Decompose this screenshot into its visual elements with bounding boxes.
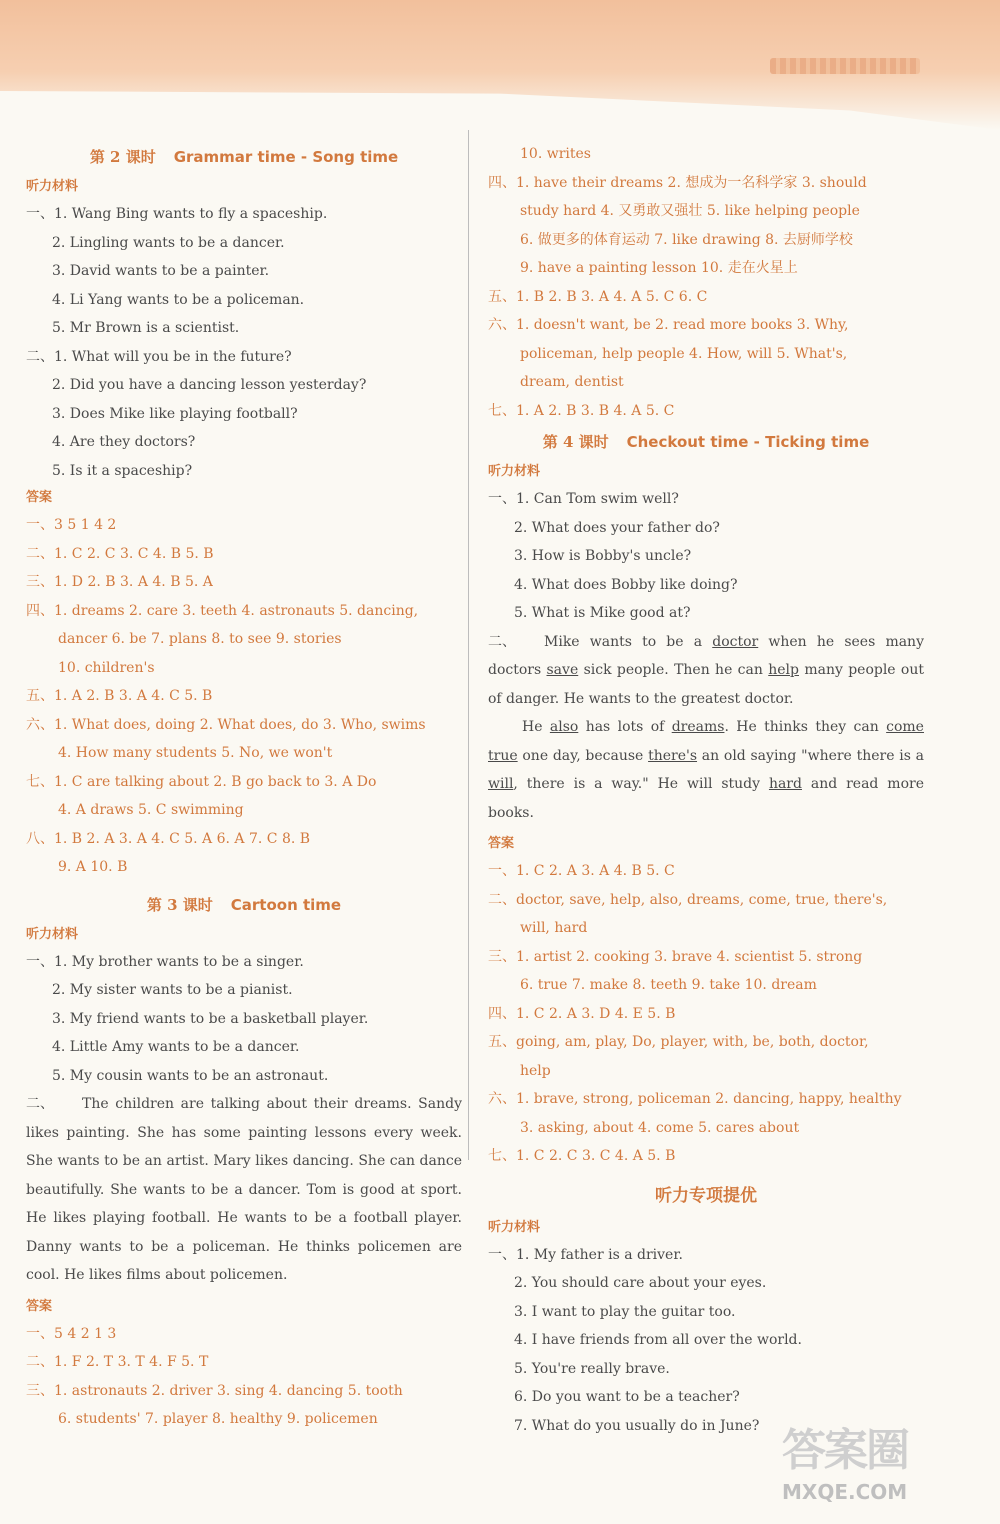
item-text: 3. Does Mike like playing football? (52, 405, 298, 422)
special-section-title: 听力专项提优 (655, 1185, 757, 1206)
listening-item (26, 343, 462, 372)
answer-line: 五、1. B 2. B 3. A 4. A 5. C 6. C (488, 288, 708, 305)
item-text: 4. Little Amy wants to be a dancer. (52, 1039, 300, 1055)
special-listening (488, 1241, 924, 1441)
passage-text: sick people. Then he can (578, 662, 769, 678)
answer-line: 三、1. astronauts 2. driver 3. sing 4. dancing 5. tooth (26, 1382, 403, 1399)
listening-item (26, 200, 462, 229)
listening-item (488, 542, 924, 571)
passage-text: has lots of (578, 719, 672, 735)
passage-text: an old saying "where there is a (697, 747, 924, 764)
answer-line: 一、1. C 2. A 3. A 4. B 5. C (488, 863, 675, 879)
answer-line: 五、1. A 2. B 3. A 4. C 5. B (26, 688, 213, 704)
passage-prefix: 二、 (488, 633, 516, 650)
passage-text: when he sees many doctors (488, 633, 924, 678)
answer-line: 四、1. have their dreams 2. 想成为一名科学家 3. should (488, 174, 867, 191)
answer-label: 答案 (26, 490, 53, 505)
listening-item (26, 948, 462, 977)
right-column (488, 140, 924, 1440)
item-text: 3. My friend wants to be a basketball player. (52, 1010, 369, 1027)
answer-line: 6. 做更多的体育运动 7. like drawing 8. 去厨师学校 (520, 231, 853, 248)
item-text: 1. My father is a driver. (516, 1246, 683, 1263)
column-divider (468, 130, 469, 1160)
passage-text: one day, because (517, 747, 649, 764)
answer-line: dream, dentist (520, 374, 624, 390)
listening-item (26, 1005, 462, 1034)
answer-line: 四、1. C 2. A 3. D 4. E 5. B (488, 1005, 676, 1022)
answer-line: study hard 4. 又勇敢又强壮 5. like helping people (520, 203, 860, 219)
left-column (26, 140, 462, 1434)
answer-line: 六、1. What does, doing 2. What does, do 3. Who, swims (26, 716, 426, 733)
listening-item (488, 599, 924, 628)
answer-line: help (520, 1062, 551, 1079)
answer-blank: will (488, 776, 514, 792)
item-text: 1. Can Tom swim well? (516, 491, 679, 507)
answer-line: 三、1. artist 2. cooking 3. brave 4. scientist 5. strong (488, 948, 863, 965)
listening-item (26, 371, 462, 400)
item-text: 5. Mr Brown is a scientist. (52, 320, 240, 336)
answer-line: 二、doctor, save, help, also, dreams, come, true, there's, (488, 891, 888, 908)
item-prefix: 一、 (26, 953, 54, 970)
answer-line: 七、1. A 2. B 3. B 4. A 5. C (488, 402, 675, 419)
listening-item (488, 1269, 924, 1298)
passage-text: He (522, 719, 550, 735)
item-text: 4. I have friends from all over the world. (514, 1332, 802, 1348)
answer-line: 三、1. D 2. B 3. A 4. B 5. A (26, 574, 213, 590)
lesson3-listening (26, 948, 462, 1091)
item-text: 3. How is Bobby's uncle? (514, 548, 692, 564)
listening-item (488, 1355, 924, 1384)
answer-line: 一、5 4 2 1 3 (26, 1325, 117, 1342)
item-text: 7. What do you usually do in June? (514, 1417, 760, 1434)
answer-line: dancer 6. be 7. plans 8. to see 9. stories (58, 631, 342, 647)
item-text: 2. Did you have a dancing lesson yesterday? (52, 377, 367, 393)
answer-line: 四、1. dreams 2. care 3. teeth 4. astronauts 5. dancing, (26, 602, 419, 619)
lesson2-title: 第 2 课时 Grammar time - Song time (89, 148, 399, 166)
passage-text: . He thinks they can (724, 719, 887, 735)
answer-line: policeman, help people 4. How, will 5. What's, (520, 345, 848, 362)
answer-blank: dreams (671, 719, 725, 735)
lesson3-title: 第 3 课时 Cartoon time (146, 895, 342, 914)
item-text: 4. What does Bobby like doing? (514, 576, 738, 593)
passage-text: Mike wants to be a (544, 633, 713, 650)
listening-label: 听力材料 (488, 1219, 541, 1235)
continued-answers (488, 140, 924, 425)
item-text: 2. What does your father do? (514, 519, 720, 536)
answer-line: 七、1. C 2. C 3. C 4. A 5. B (488, 1148, 676, 1164)
answer-line: will, hard (520, 920, 588, 936)
answer-line: 4. How many students 5. No, we won't (58, 745, 333, 761)
listening-item (26, 229, 462, 258)
passage-text: many people out of danger. He wants to the greatest doctor. (488, 662, 924, 707)
lesson4-passage-1 (488, 628, 924, 714)
listening-item (488, 1326, 924, 1355)
listening-item (488, 1298, 924, 1327)
lesson4-title: 第 4 课时 Checkout time - Ticking time (542, 433, 870, 451)
answer-line: 3. asking, about 4. come 5. cares about (520, 1119, 800, 1136)
item-prefix: 一、 (488, 491, 516, 507)
listening-item (488, 1383, 924, 1412)
answer-line: 4. A draws 5. C swimming (58, 802, 244, 818)
listening-item (488, 485, 924, 514)
passage-text: and read more books. (488, 776, 924, 821)
answer-line: 六、1. brave, strong, policeman 2. dancing, happy, healthy (488, 1091, 902, 1107)
item-text: 3. I want to play the guitar too. (514, 1303, 736, 1320)
item-text: 5. You're really brave. (514, 1360, 670, 1377)
answer-line: 八、1. B 2. A 3. A 4. C 5. A 6. A 7. C 8. B (26, 830, 311, 847)
answer-line: 10. children's (58, 659, 155, 676)
banner-decoration (770, 58, 920, 74)
item-text: 5. Is it a spaceship? (52, 462, 193, 479)
lesson3-passage: 二、 The children are talking about their dreams. Sandy likes painting. She has some painting lessons every week. She wants to be an artist. Mary likes dancing. She can dance beautifully. She wants to be a dancer. Tom is good at sport. He likes playing football. He wants to be a football player. Danny wants to be a policeman. He thinks policemen are cool. He likes films about policemen. (26, 1096, 462, 1283)
answer-blank: hard (768, 776, 802, 792)
item-text: 3. David wants to be a painter. (52, 263, 270, 279)
listening-item (488, 514, 924, 543)
item-text: 2. You should care about your eyes. (514, 1275, 767, 1291)
listening-item (26, 286, 462, 315)
answer-blank: come true (488, 719, 924, 764)
answer-line: 10. writes (520, 146, 591, 162)
answer-line: 二、1. C 2. C 3. C 4. B 5. B (26, 545, 214, 562)
item-prefix: 一、 (488, 1246, 516, 1263)
answer-line: 一、3 5 1 4 2 (26, 517, 117, 533)
item-text: 1. What will you be in the future? (54, 348, 292, 365)
answer-blank: there's (648, 747, 698, 764)
lesson2-listening (26, 200, 462, 485)
item-text: 2. My sister wants to be a pianist. (52, 982, 293, 998)
answer-label: 答案 (26, 1298, 53, 1314)
answer-blank: save (546, 662, 579, 678)
answer-blank: help (768, 662, 799, 678)
item-text: 1. My brother wants to be a singer. (54, 953, 304, 970)
answer-line: 六、1. doesn't want, be 2. read more books 3. Why, (488, 317, 849, 333)
listening-item (26, 1033, 462, 1062)
listening-item (26, 400, 462, 429)
listening-item (26, 257, 462, 286)
answer-line: 6. students' 7. player 8. healthy 9. policemen (58, 1411, 378, 1427)
answer-line: 七、1. C are talking about 2. B go back to 3. A Do (26, 773, 377, 790)
header-banner (0, 0, 1000, 130)
answer-line: 五、going, am, play, Do, player, with, be, both, doctor, (488, 1034, 869, 1050)
item-prefix: 二、 (26, 348, 54, 365)
answer-blank: doctor (712, 633, 759, 650)
answer-line: 9. have a painting lesson 10. 走在火星上 (520, 260, 798, 276)
item-text: 6. Do you want to be a teacher? (514, 1389, 740, 1405)
item-text: 4. Are they doctors? (52, 434, 196, 450)
listening-item (26, 314, 462, 343)
listening-item (26, 428, 462, 457)
lesson4-listening (488, 485, 924, 628)
watermark-url: MXQE.COM (782, 1480, 908, 1504)
passage-text: , there is a way." He will study (513, 776, 769, 792)
lesson2-answers (26, 511, 462, 882)
site-watermark (782, 1422, 982, 1512)
listening-item (26, 976, 462, 1005)
listening-label: 听力材料 (488, 464, 541, 479)
answer-label: 答案 (488, 836, 515, 851)
watermark-logo-text: 答案圈 (782, 1425, 908, 1476)
lesson4-answers (488, 857, 924, 1171)
listening-label: 听力材料 (26, 179, 79, 194)
item-text: 5. What is Mike good at? (514, 605, 691, 621)
item-text: 5. My cousin wants to be an astronaut. (52, 1067, 329, 1084)
listening-item (26, 457, 462, 486)
item-text: 2. Lingling wants to be a dancer. (52, 234, 285, 251)
lesson3-answers (26, 1320, 462, 1434)
item-prefix: 一、 (26, 206, 54, 222)
item-text: 4. Li Yang wants to be a policeman. (52, 291, 305, 308)
answer-line: 二、1. F 2. T 3. T 4. F 5. T (26, 1354, 209, 1370)
listening-label: 听力材料 (26, 926, 79, 942)
lesson4-passage-2 (488, 713, 924, 827)
listening-item (488, 571, 924, 600)
answer-line: 6. true 7. make 8. teeth 9. take 10. dream (520, 977, 817, 993)
item-text: 1. Wang Bing wants to fly a spaceship. (54, 206, 328, 222)
listening-item (488, 1241, 924, 1270)
listening-item (26, 1062, 462, 1091)
answer-blank: also (549, 719, 579, 735)
answer-line: 9. A 10. B (58, 859, 128, 875)
